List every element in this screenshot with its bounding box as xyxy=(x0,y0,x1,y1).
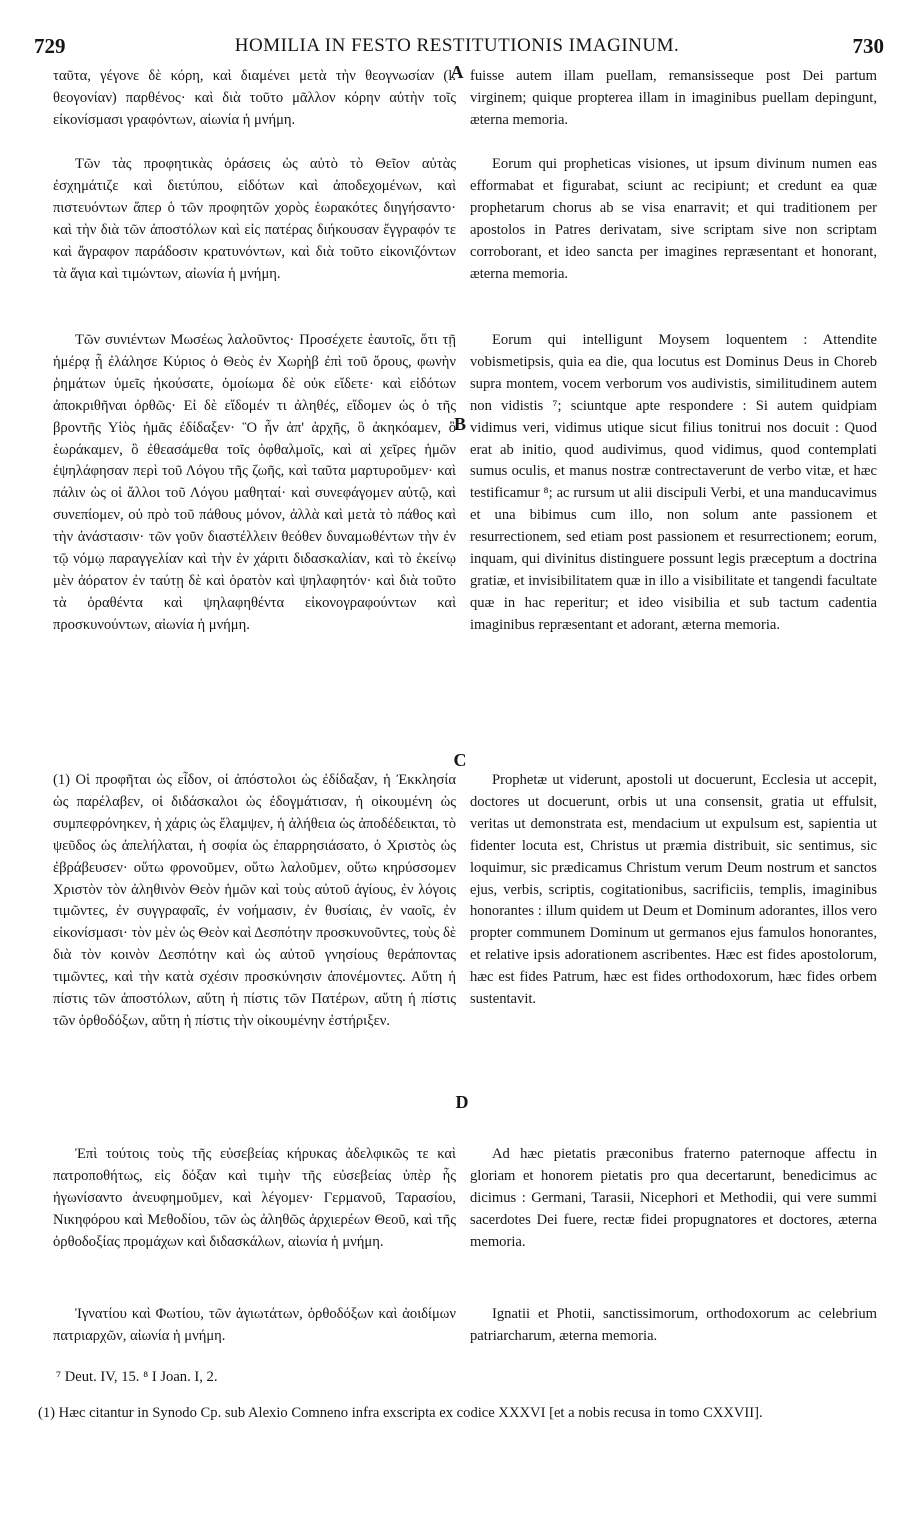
greek-block-3 xyxy=(53,330,456,637)
latin-paragraph: Prophetæ ut viderunt, apostoli ut docuerunt, Ecclesia ut accepit, doctores ut docuerunt, orbis ut una consensit, gratia ut effulsit, veritas ut demonstrata est, mendacium ut expulsum est, sapientia ut fidenter locuta est, Christus ut præmia distribuit, sic sentimus, sic loquimur, sic prædicamus Christum verum Deum nostrum et sanctos ejus, verbis, scriptis, cogitationibus, sacrificiis, templis, imaginibus honorantes : illum quidem ut Deum et Dominum adorantes, illos vero propter communem Dominum ut germanos ejus famulos honorantes, et relative ipsis adorationem ascribentes. Hæc est fides apostolorum, hæc est fides Patrum, hæc est fides orthodoxorum, hæc fides orbem sustentavit. xyxy=(470,772,877,1008)
greek-paragraph: Ἐπὶ τούτοις τοὺς τῆς εὐσεβείας κήρυκας ἀδελφικῶς τε καὶ πατροποθήτως, εἰς δόξαν καὶ τιμὴν τῆς εὐσεβείας ὑπὲρ ἧς ἠγωνίσαντο ἀνευφημοῦμεν, καὶ λέγομεν· Γερμανοῦ, Ταρασίου, Νικηφόρου καὶ Μεθοδίου, τῶν ὡς ἀληθῶς ἀρχιερέων Θεοῦ, καὶ τῆς ὀρθοδοξίας προμάχων καὶ διδασκάλων, αἰωνία ἡ μνήμη. xyxy=(53,1146,456,1250)
greek-paragraph: ταῦτα, γέγονε δὲ κόρη, καὶ διαμένει μετὰ τὴν θεογνωσίαν (l. θεογονίαν) παρθένος· καὶ διὰ τοῦτο μᾶλλον κόρην αὐτὴν τοῖς εἰκονίσμασι γραφόντων, αἰωνία ἡ μνήμη. xyxy=(53,68,456,128)
greek-paragraph: Τῶν συνιέντων Μωσέως λαλοῦντος· Προσέχετε ἑαυτοῖς, ὅτι τῇ ἡμέρᾳ ᾗ ἐλάλησε Κύριος ὁ Θεὸς ἐν Χωρὴβ ἐπὶ τοῦ ὄρους, φωνὴν ῥημάτων ὑμεῖς ἠκούσατε, ὁμοίωμα δὲ οὐκ εἴδετε· καὶ εἰδότων ἀποκριθῆναι ὀρθῶς· Εἰ δὲ εἴδομέν τι ἀληθές, εἴδομεν ὡς ὁ τῆς βροντῆς Υἱὸς ἡμᾶς ἐδίδαξεν· Ὃ ἦν ἀπ' ἀρχῆς, ὃ ἀκηκόαμεν, ὃ ἑωράκαμεν, ὃ ἐθεασάμεθα τοῖς ὀφθαλμοῖς, καὶ αἱ χεῖρες ἡμῶν ἐψηλάφησαν περὶ τοῦ Λόγου τῆς ζωῆς, καὶ ταῦτα μαρτυροῦμεν· καὶ πάλιν ὡς οἱ ἄλλοι τοῦ Λόγου μαθηταί· καὶ συνεφάγομεν αὐτῷ, καὶ συνεπίομεν, οὐ πρὸ τοῦ πάθους μόνον, ἀλλὰ καὶ μετὰ τὸ πάθος καὶ τὴν ἀνάστασιν· τῶν γοῦν διαστέλλειν θεόθεν δυναμωθέντων τὴν ἐν τῷ νόμῳ παραγγελίαν καὶ τὴν ἐν χάριτι διδασκαλίαν, καὶ τὸ ἐκείνῳ μὲν ἀόρατον ἐν ταύτῃ δὲ καὶ ὁρατὸν καὶ ψηλαφητόν· καὶ διὰ τοῦτο τὰ ὁραθέντα καὶ ψηλαφηθέντα εἰκονογραφούντων καὶ προσκυνούντων, αἰωνία ἡ μνήμη. xyxy=(53,332,456,633)
margin-letter-b: B xyxy=(453,414,466,434)
latin-block-3 xyxy=(470,330,877,637)
greek-block-5 xyxy=(53,1144,456,1254)
greek-paragraph: Ἰγνατίου καὶ Φωτίου, τῶν ἁγιωτάτων, ὀρθοδόξων καὶ ἀοιδίμων πατριαρχῶν, αἰωνία ἡ μνήμη. xyxy=(53,1306,456,1344)
greek-block-6 xyxy=(53,1304,456,1348)
latin-block-4 xyxy=(470,770,877,1011)
latin-block-1 xyxy=(470,66,877,132)
running-title: HOMILIA IN FESTO RESTITUTIONIS IMAGINUM. xyxy=(234,35,680,56)
greek-block-4 xyxy=(53,770,456,1033)
page-number-left: 729 xyxy=(34,34,66,58)
latin-paragraph: fuisse autem illam puellam, remansisseque post Dei partum virginem; quique propterea illam in imaginibus puellam depingunt, æterna memoria. xyxy=(470,68,877,128)
latin-block-6 xyxy=(470,1304,877,1348)
latin-paragraph: Eorum qui propheticas visiones, ut ipsum divinum numen eas efformabat et figurabat, sciunt ac recipiunt; et credunt ea quæ prophetarum chorus ab se visa enarravit; et qui traditionem per apostolos in Patres derivatam, sive scriptam sive non scriptam corroborant, et ideo sancta per imagines repræsentant et honorant, æterna memoria. xyxy=(470,156,877,282)
latin-paragraph: Ad hæc pietatis præconibus fraterno paternoque affectu in gloriam et honorem pietatis pro qua decertarunt, benedicimus ac dicimus : Germani, Tarasii, Nicephori et Methodii, qui vere summi sacerdotes Dei fuere, rectæ fidei propugnatores et doctores, æterna memoria. xyxy=(470,1146,877,1250)
margin-letter-a: A xyxy=(450,62,464,82)
greek-block-1 xyxy=(53,66,456,132)
greek-paragraph: Τῶν τὰς προφητικὰς ὁράσεις ὡς αὐτὸ τὸ Θεῖον αὐτὰς ἐσχημάτιζε καὶ διετύπου, εἰδότων καὶ ἀποδεχομένων, καὶ πιστευόντων ἅπερ ὁ τῶν προφητῶν χορὸς ἑωρακότες διηγήσαντο· καὶ τὴν διὰ τῶν ἀποστόλων καὶ εἰς πατέρας διήκουσαν ἔγγραφόν τε καὶ ἄγραφον παράδοσιν κρατυνόντων, καὶ διὰ τοῦτο εἰκονιζόντων τὰ ἅγια καὶ τιμώντων, αἰωνία ἡ μνήμη. xyxy=(53,156,456,282)
latin-block-2 xyxy=(470,154,877,285)
latin-paragraph: Ignatii et Photii, sanctissimorum, orthodoxorum ac celebrium patriarcharum, æterna memoria. xyxy=(470,1306,877,1344)
margin-letter-c: C xyxy=(453,750,467,770)
latin-paragraph: Eorum qui intelligunt Moysem loquentem : Attendite vobismetipsis, quia ea die, qua locutus est Dominus Deus in Choreb supra montem, vocem verborum vos audivistis, similitudinem autem non vidistis ⁷; sciuntque apte respondere : Si autem quidpiam vidimus veri, vidimus utique sicut filius tonitrui nos docuit : Quod erat ab initio, quod audivimus, quod vidimus, quod contemplati sumus oculis, et manus nostræ contrectaverunt de verbo vitæ, et hæc testificamur ⁸; ac rursum ut alii discipuli Verbi, et una manducavimus et una bibimus cum illo, non solum ante passionem et resurrectionem, sed etiam post passionem et resurrectionem; eorum, inquam, qui divinitus distinguere possunt legis præceptum a doctrina gratiæ, et invisibilitatem quæ in illo a visibilitate et tangendi facultate quæ in hac reperitur; et ideo visibilia et sub tactum cadentia imaginibus repræsentant et adorant, æterna memoria. xyxy=(470,332,877,633)
latin-block-5 xyxy=(470,1144,877,1254)
greek-paragraph: (1) Οἱ προφῆται ὡς εἶδον, οἱ ἀπόστολοι ὡς ἐδίδαξαν, ἡ Ἐκκλησία ὡς παρέλαβεν, οἱ διδάσκαλοι ὡς ἐδογμάτισαν, ἡ οἰκουμένη ὡς συμπεφρόνηκεν, ἡ χάρις ὡς ἔλαμψεν, ἡ ἀλήθεια ὡς ἀποδέδεικται, τὸ ψεῦδος ὡς ἀπελήλαται, ἡ σοφία ὡς ἐπαρρησιάσατο, ὁ Χριστὸς ὡς ἐβράβευσεν· οὕτω φρονοῦμεν, οὕτω λαλοῦμεν, οὕτω κηρύσσομεν Χριστὸν τὸν ἀληθινὸν Θεὸν ἡμῶν καὶ τοὺς αὐτοῦ ἁγίους, ἐν λόγοις τιμῶντες, ἐν συγγραφαῖς, ἐν νοήμασιν, ἐν θυσίαις, ἐν ναοῖς, ἐν εἰκονίσμασι· τὸν μὲν ὡς Θεὸν καὶ Δεσπότην προσκυνοῦντες, τοὺς δὲ διὰ τὸν κοινὸν Δεσπότην καὶ ὡς αὐτοῦ γνησίους θεράποντας τιμῶντες, καὶ τὴν κατὰ σχέσιν προσκύνησιν ἀπονέμοντες. Αὕτη ἡ πίστις τῶν ἀποστόλων, αὕτη ἡ πίστις τῶν Πατέρων, αὕτη ἡ πίστις τῶν ὀρθοδόξων, αὕτη ἡ πίστις τὴν οἰκουμένην ἐστήριξεν. xyxy=(53,772,456,1029)
margin-letter-d: D xyxy=(455,1092,469,1112)
page-number-right: 730 xyxy=(852,34,884,58)
footnote-references: ⁷ Deut. IV, 15. ⁸ I Joan. I, 2. xyxy=(56,1369,218,1385)
footnote-1: (1) Hæc citantur in Synodo Cp. sub Alexio Comneno infra exscripta ex codice XXXVI [et a nobis recusa in tomo CXXVII]. xyxy=(38,1405,763,1421)
greek-block-2 xyxy=(53,154,456,285)
